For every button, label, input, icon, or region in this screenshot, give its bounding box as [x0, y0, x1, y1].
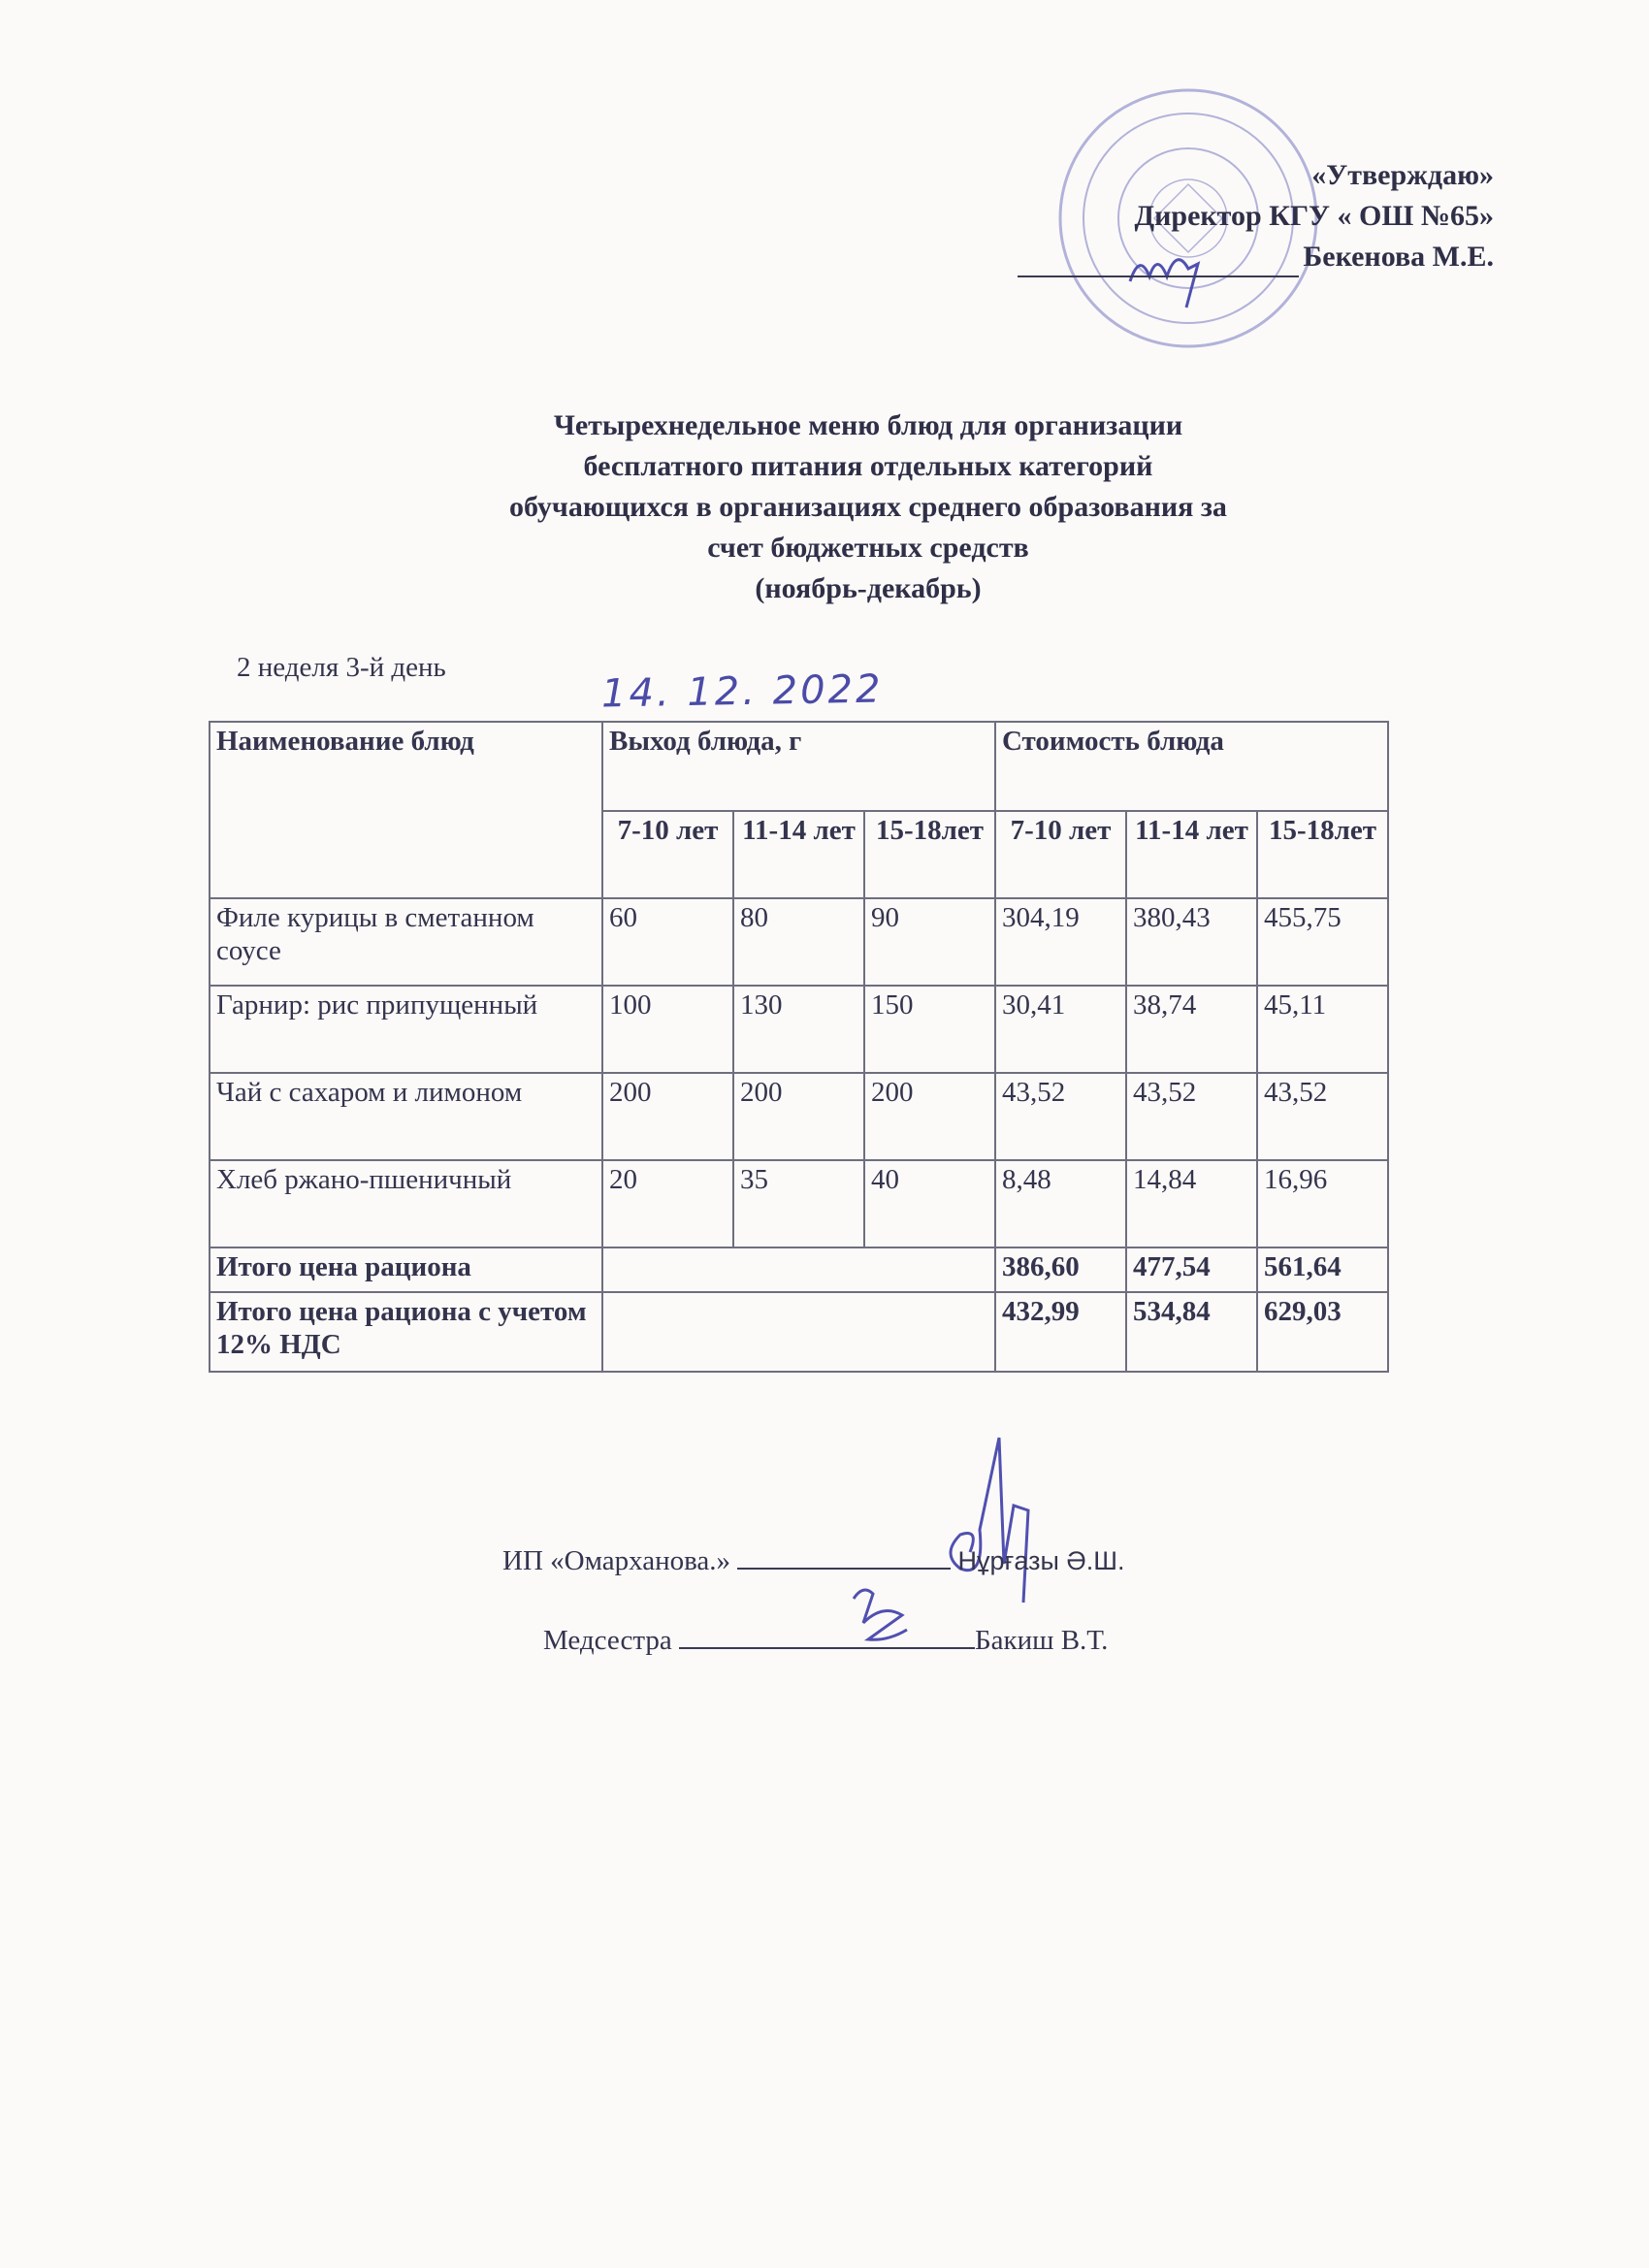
cost-value: 38,74: [1126, 986, 1257, 1073]
dish-name: Чай с сахаром и лимоном: [210, 1073, 602, 1160]
cost-value: 8,48: [995, 1160, 1126, 1247]
approval-block: [1018, 155, 1494, 277]
dish-name: Хлеб ржано-пшеничный: [210, 1160, 602, 1247]
total-cost: 386,60: [995, 1247, 1126, 1292]
cost-value: 45,11: [1257, 986, 1388, 1073]
supplier-signature: [951, 1438, 1028, 1603]
supplier-signature-row: [502, 1542, 1124, 1577]
supplier-label: ИП «Омарханова.»: [502, 1545, 731, 1576]
total-vat-cost: 629,03: [1257, 1292, 1388, 1372]
age-group: 11-14 лет: [733, 811, 864, 898]
table-header-row: [210, 722, 1388, 811]
age-group: 15-18лет: [864, 811, 995, 898]
cost-value: 304,19: [995, 898, 1126, 986]
age-group: 15-18лет: [1257, 811, 1388, 898]
nurse-name: Бакиш В.Т.: [975, 1625, 1109, 1656]
title-line: Четырехнедельное меню блюд для организации: [553, 409, 1183, 441]
output-value: 200: [602, 1073, 733, 1160]
output-value: 130: [733, 986, 864, 1073]
total-cost: 477,54: [1126, 1247, 1257, 1292]
title-line: бесплатного питания отдельных категорий: [583, 450, 1153, 482]
nurse-signature-row: [543, 1622, 1108, 1657]
signature-line: [1018, 246, 1299, 277]
supplier-name: Нұрғазы Ә.Ш.: [957, 1546, 1125, 1575]
cost-value: 455,75: [1257, 898, 1388, 986]
title-line: счет бюджетных средств: [707, 532, 1029, 564]
table-row: [210, 1160, 1388, 1247]
title-line: (ноябрь-декабрь): [755, 572, 982, 604]
signature-line: [679, 1622, 975, 1649]
col-cost-header: Стоимость блюда: [995, 722, 1388, 811]
handwritten-date: 14. 12. 2022: [600, 666, 884, 717]
empty-cell: [602, 1292, 995, 1372]
table-row: [210, 986, 1388, 1073]
dish-name: Гарнир: рис припущенный: [210, 986, 602, 1073]
director-name: Бекенова М.Е.: [1303, 241, 1494, 273]
cost-value: 380,43: [1126, 898, 1257, 986]
age-group: 11-14 лет: [1126, 811, 1257, 898]
cost-value: 16,96: [1257, 1160, 1388, 1247]
signature-line: [737, 1542, 951, 1570]
director-title: Директор КГУ « ОШ №65»: [1134, 200, 1494, 232]
table-row: [210, 1073, 1388, 1160]
cost-value: 30,41: [995, 986, 1126, 1073]
table-row: [210, 898, 1388, 986]
age-group: 7-10 лет: [995, 811, 1126, 898]
document-title: [0, 405, 1649, 609]
output-value: 200: [733, 1073, 864, 1160]
empty-cell: [602, 1247, 995, 1292]
output-value: 20: [602, 1160, 733, 1247]
output-value: 40: [864, 1160, 995, 1247]
output-value: 200: [864, 1073, 995, 1160]
nurse-label: Медсестра: [543, 1625, 672, 1656]
total-cost: 561,64: [1257, 1247, 1388, 1292]
output-value: 60: [602, 898, 733, 986]
total-row: [210, 1247, 1388, 1292]
output-value: 150: [864, 986, 995, 1073]
total-vat-cost: 534,84: [1126, 1292, 1257, 1372]
dish-name: Филе курицы в сметанном соусе: [210, 898, 602, 986]
cost-value: 43,52: [1257, 1073, 1388, 1160]
age-group: 7-10 лет: [602, 811, 733, 898]
menu-table: [209, 721, 1389, 1373]
cost-value: 14,84: [1126, 1160, 1257, 1247]
title-line: обучающихся в организациях среднего образования за: [509, 491, 1227, 523]
total-label: Итого цена рациона: [210, 1247, 602, 1292]
col-output-header: Выход блюда, г: [602, 722, 995, 811]
approve-label: «Утверждаю»: [1311, 159, 1494, 191]
output-value: 90: [864, 898, 995, 986]
total-vat-row: [210, 1292, 1388, 1372]
week-day: 2 неделя 3-й день: [237, 652, 446, 683]
output-value: 35: [733, 1160, 864, 1247]
output-value: 100: [602, 986, 733, 1073]
cost-value: 43,52: [1126, 1073, 1257, 1160]
col-dish-header: Наименование блюд: [210, 722, 602, 898]
output-value: 80: [733, 898, 864, 986]
cost-value: 43,52: [995, 1073, 1126, 1160]
total-vat-label: Итого цена рациона с учетом 12% НДС: [210, 1292, 602, 1372]
total-vat-cost: 432,99: [995, 1292, 1126, 1372]
